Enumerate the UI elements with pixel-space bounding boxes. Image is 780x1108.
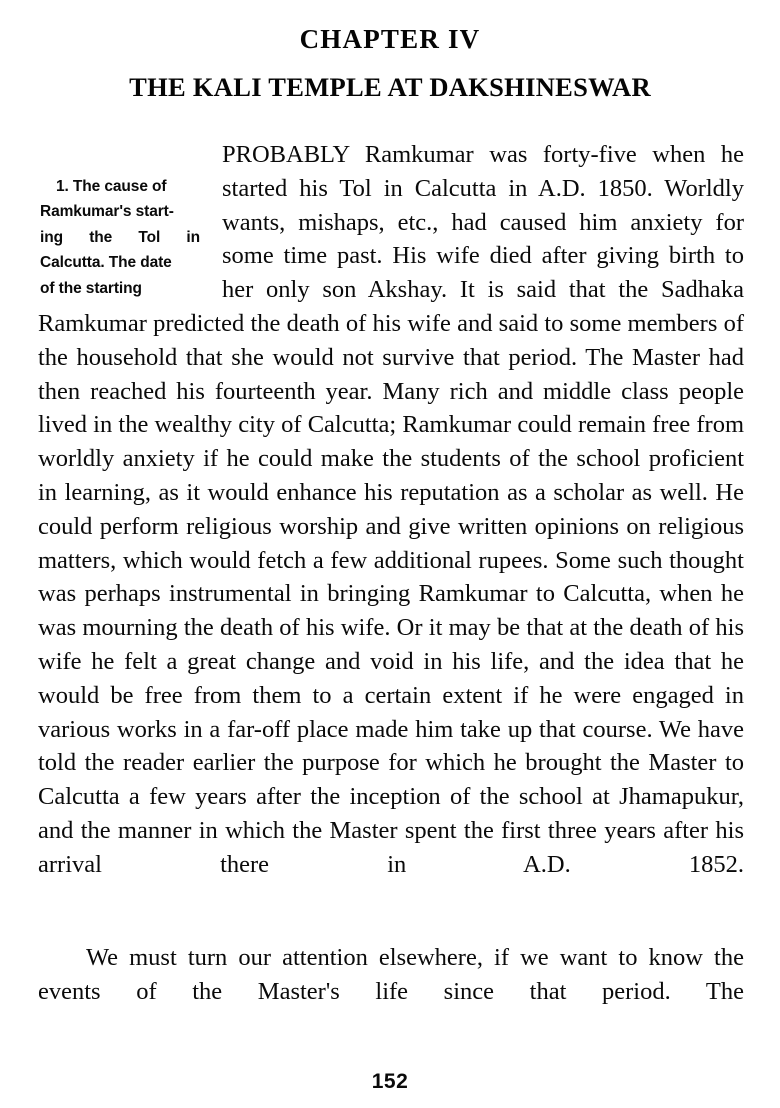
paragraph-second [38,941,744,1042]
margin-note-word-ing: ing [40,228,63,246]
chapter-number: CHAPTER IV [299,24,481,54]
margin-note-word-tol: Tol [138,228,161,246]
page-number: 152 [371,1070,409,1093]
margin-note-line-2: Ramkumar's start- [40,203,174,221]
paragraph-first [38,138,744,915]
paragraph-second-text: We must turn our attention elsewhere, if we want to know the events of the Master's life since that period. The [38,944,744,1006]
margin-note-word-the: the [89,228,113,246]
margin-note-line-1: 1. The cause of [56,178,167,195]
margin-note-line-5: of the starting [40,279,142,297]
chapter-heading [0,22,780,104]
chapter-title: THE KALI TEMPLE AT DAKSHINESWAR [129,72,651,102]
margin-note [40,174,200,301]
body-text-column [38,138,744,1043]
margin-note-word-in: in [186,228,200,246]
margin-note-line-3 [40,225,200,250]
margin-note-line-4: Calcutta. The date [40,254,172,272]
paragraph-first-text: PROBABLY Ramkumar was forty-five when he started his Tol in Calcutta in A.D. 1850. Worldly wants, mishaps, etc., had caused him anxiety for some time past. His wife died after giving birth to her only son Akshay. It is said that the Sadhaka Ramkumar predicted the death of his wife and said to some members of the household that she would not survive that period. The Master had then reached his fourteenth year. Many rich and middle class people lived in the wealthy city of Calcutta; Ramkumar could remain free from worldly anxiety if he could make the students of the school proficient in learning, as it would enhance his reputation as a scholar as well. He could perform religious worship and give written opinions on religious matters, which would fetch a few additional rupees. Some such thought was perhaps instrumental in bringing Ramkumar to Calcutta, when he was mourning the death of his wife. Or it may be that at the death of his wife he felt a great change and void in his life, and the idea that he would be free from them to a certain extent if he were engaged in various works in a far-off place made him take up that course. We have told the reader earlier the purpose for which he brought the Master to Calcutta a few years after the inception of the school at Jhamapukur, and the manner in which the Master spent the first three years after his arrival there in A.D. 1852. [38,141,744,878]
